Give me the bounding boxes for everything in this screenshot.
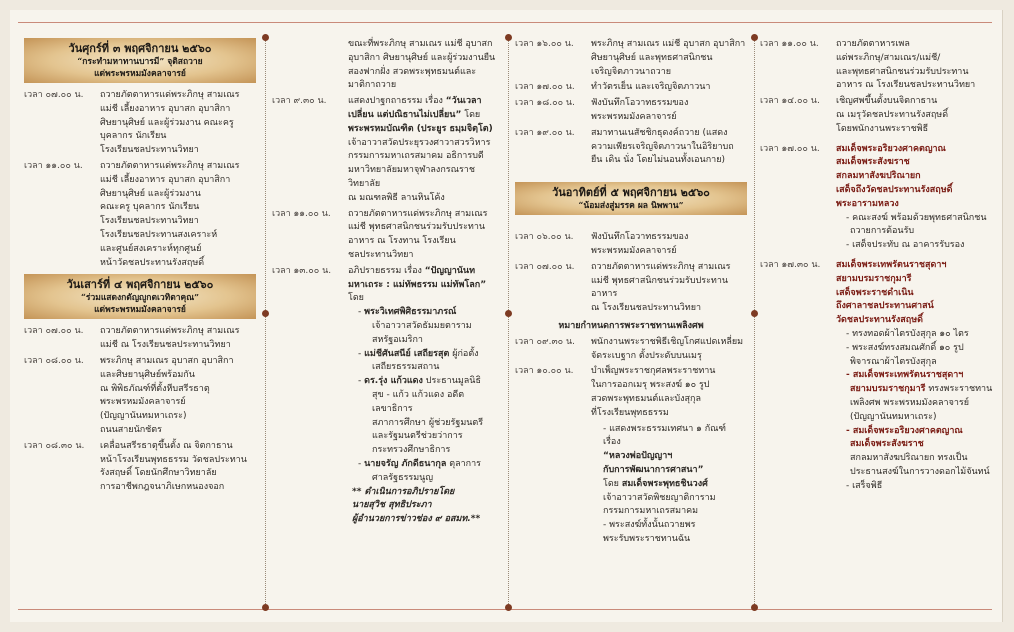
column-sunday — [515, 38, 747, 547]
ceremony-line: สมเด็จพระสังฆราช — [836, 157, 910, 168]
talk-title: “ปัญญานันท — [424, 265, 476, 276]
sub-line: พระรับพระราชทานฉัน — [603, 533, 691, 544]
sub-line: - แสดงพระธรรมเทศนา ๑ กัณฑ์ — [603, 423, 726, 434]
entry-line: ศิษยานุศิษย์ และพุทธศาสนิกชน — [591, 52, 713, 63]
entry-line: โรงเรียนชลประทานสงเคราะห์ — [100, 229, 218, 240]
entry-line: ชลประทานวิทยา — [348, 249, 414, 260]
entry-body — [100, 89, 256, 158]
schedule-entry — [760, 259, 996, 494]
entry-body — [591, 97, 747, 125]
ceremony-item: ถวายการต้อนรับ — [850, 226, 915, 237]
schedule-entry — [24, 325, 256, 353]
entry-line: สมาทานเนสัชชิกธุดงค์ถวาย (แสดง — [591, 127, 728, 138]
entry-time: เวลา ๑๑.๐๐ น. — [24, 160, 83, 171]
divider-dot — [505, 34, 512, 41]
ceremony-line: ถึงศาลาชลประทานศาสน์ — [836, 301, 934, 312]
entry-body — [591, 127, 747, 168]
entry-body — [591, 261, 747, 316]
schedule-entry — [24, 355, 256, 438]
schedule-list — [760, 38, 996, 137]
entry-time: เวลา ๑๗.๐๐ น. — [515, 82, 575, 93]
divider-dot — [262, 34, 269, 41]
ceremony-item: - สมเด็จพระเทพรัตนราชสุดาฯ — [846, 370, 964, 381]
entry-line: ฟังบันทึกโอวาทธรรมของ — [591, 232, 689, 243]
column-sunday-continued — [760, 38, 996, 496]
column-divider — [754, 38, 756, 608]
speaker-line — [358, 306, 500, 320]
ceremony-name: สยามบรมราชกุมารี — [850, 384, 926, 395]
entry-line: บำเพ็ญพระราชกุศลพระราชทาน — [591, 366, 716, 377]
entry-line: ณ โรงเรียนชลประทานวิทยา — [591, 303, 702, 314]
ceremony-line: พระอารามหลวง — [836, 198, 899, 209]
schedule-entry — [515, 127, 747, 168]
speaker-role: กระทรวงศึกษาธิการ — [372, 445, 451, 456]
entry-line: ฟังบันทึกโอวาทธรรมของ — [591, 98, 689, 109]
entry-line: แม่ชี ณ โรงเรียนชลประทานวิทยา — [100, 340, 231, 351]
divider-dot — [505, 310, 512, 317]
entry-body — [100, 160, 256, 270]
entry-line: ถวายภัตตาหารแด่พระภิกษุ สามเณร — [100, 326, 240, 337]
sub-text: โดย — [603, 478, 622, 489]
entry-time: เวลา ๐๙.๓๐ น. — [515, 336, 576, 347]
entry-line: สวดพระพุทธมนต์และบังสุกุล — [591, 393, 701, 404]
speaker-role: สุข - แก้ว แก้วแดง อดีตเลขาธิการ — [372, 389, 465, 414]
ceremony-item: - ทรงทอดผ้าไตรบังสุกุล ๑๐ ไตร — [846, 328, 969, 339]
talk-title: เปลี่ยน แต่ปณิธานไม่เปลี่ยน” — [348, 109, 462, 120]
moderator-note: ** ดำเนินการอภิปรายโดย — [352, 486, 455, 497]
entry-time: เวลา ๐๗.๐๐ น. — [515, 261, 575, 272]
talk-title: “วันเวลา — [445, 96, 482, 107]
ceremony-item: ประธานสงฆ์ในการวางดอกไม้จันทน์ — [850, 466, 990, 477]
schedule-entry — [24, 160, 256, 270]
entry-line: ยืน เดิน นั่ง โดยไม่นอนทั้งเอนกาย) — [591, 155, 725, 166]
ceremony-line: วัดชลประทานรังสฤษดิ์ — [836, 315, 923, 326]
entry-line: ถวายภัตตาหารแด่พระภิกษุ สามเณร — [100, 90, 240, 100]
entry-body — [591, 231, 747, 259]
schedule-list — [24, 325, 256, 495]
speaker-item — [348, 458, 500, 486]
ceremony-item — [836, 383, 996, 397]
day-subtitle: “น้อมส่งสู่มรรค ผล นิพพาน” — [578, 201, 684, 212]
entry-line: ศิษยานุศิษย์ และผู้ร่วมงาน คณะครู — [100, 117, 234, 128]
entry-line: หน้าวัดชลประทานรังสฤษดิ์ — [100, 257, 205, 268]
ceremony-line: สยามบรมราชกุมารี — [836, 273, 912, 284]
schedule-entry — [515, 81, 747, 95]
divider-dot — [262, 310, 269, 317]
schedule-entry — [515, 365, 747, 420]
entry-time: เวลา ๐๘.๓๐ น. — [24, 440, 85, 451]
column-divider — [508, 38, 510, 608]
entry-line: กรรมการมหาเถรสมาคม อธิการบดี — [348, 151, 484, 162]
day-header — [24, 38, 256, 83]
entry-line: การอาชีพกฎจนาภิเษกหนองจอก — [100, 482, 225, 493]
day-title: วันศุกร์ที่ ๓ พฤศจิกายน ๒๕๖๐ — [68, 42, 212, 55]
entry-line: และศิษยานุศิษย์พร้อมกัน — [100, 369, 195, 380]
entry-body — [591, 81, 747, 95]
bullet-dash: - — [358, 458, 365, 469]
entry-line: ถวายภัตตาหารเพล — [836, 39, 910, 49]
ceremony-name: สมเด็จพระสังฆราช — [850, 439, 924, 450]
schedule-page — [10, 10, 1003, 622]
entry-line: พระภิกษุ สามเณร อุบาสก อุบาสิกา — [100, 355, 234, 366]
schedule-list — [515, 336, 747, 421]
schedule-entry — [272, 95, 500, 205]
schedule-entry — [24, 440, 256, 495]
entry-time: เวลา ๐๗.๐๐ น. — [24, 326, 84, 337]
speaker-name: แม่ชีศันสนีย์ เสถียรสุต — [364, 348, 450, 359]
schedule-entry — [515, 97, 747, 125]
entry-body — [836, 95, 996, 136]
speaker-line — [358, 458, 500, 472]
entry-line: ถนนสายนักชัตร — [100, 424, 162, 435]
schedule-entry — [515, 336, 747, 364]
speaker-role: สภาการศึกษา ผู้ช่วยรัฐมนตรี — [372, 417, 484, 428]
schedule-entry — [515, 38, 747, 79]
day-subtitle: แด่พระพรหมมังคลาจารย์ — [94, 305, 186, 316]
schedule-entry — [515, 261, 747, 316]
entry-time: เวลา ๑๓.๐๐ น. — [272, 265, 332, 276]
ceremony-line: สมเด็จพระเทพรัตนราชสุดาฯ — [836, 259, 947, 270]
divider-dot — [505, 604, 512, 611]
entry-time: เวลา ๙.๓๐ น. — [272, 96, 327, 107]
entry-line: ศิษยานุศิษย์ และผู้ร่วมงาน — [100, 188, 201, 199]
entry-line: แม่ชี พุทธศาสนิกชนร่วมรับประทาน — [348, 222, 486, 233]
entry-line: รังสฤษดิ์ โดยนักศึกษาวิทยาลัย — [100, 468, 217, 479]
entry-line: พนักงานพระราชพิธีเชิญโกศแปดเหลี่ยม — [591, 336, 744, 347]
entry-text: แสดงปาฐกถาธรรม เรื่อง — [348, 96, 446, 107]
entry-line: พระพรหมมังคลาจารย์ — [591, 111, 677, 122]
ceremony-item: - เสร็จพิธี — [846, 480, 883, 491]
entry-line: อาหาร ณ โรงเรียนชลประทานวิทยา — [836, 80, 976, 91]
speaker-name: พระพรหมบัณฑิต (ประยูร ธมฺมจิตฺโต) — [348, 123, 493, 134]
ceremony-item: (ปัญญานันทมหาเถระ) — [850, 411, 937, 422]
entry-line: บุคลากร นักเรียน — [100, 131, 167, 142]
entry-line: ถวายภัตตาหารแด่พระภิกษุ สามเณร — [591, 261, 731, 272]
entry-line: และพุทธศาสนิกชนร่วมรับประทาน — [836, 66, 969, 77]
entry-time: เวลา ๑๐.๐๐ น. — [515, 366, 574, 377]
entry-line: ณ เมรุวัดชลประทานรังสฤษดิ์ — [836, 109, 949, 120]
ceremony-item: - คณะสงฆ์ พร้อมด้วยพุทธศาสนิกชน — [846, 212, 987, 223]
divider-dot — [751, 34, 758, 41]
schedule-entry — [272, 265, 500, 527]
entry-line: โดยพนักงานพระราชพิธี — [836, 123, 929, 134]
entry-body — [100, 355, 256, 438]
entry-line: มหาวิทยาลัยมหาจุฬาลงกรณราชวิทยาลัย — [348, 165, 475, 189]
moderator-note: นายสุวิช สุทธิประภา — [352, 500, 432, 511]
day-header — [515, 182, 747, 215]
entry-body — [591, 38, 747, 79]
sub-line: - พระสงฆ์ทั้งนั้นถวายพร — [603, 520, 696, 531]
bullet-dash: - — [358, 307, 365, 318]
entry-text: โดย — [348, 293, 364, 304]
divider-dot — [751, 310, 758, 317]
section-note: หมายกำหนดการพระราชทานเพลิงศพ — [558, 320, 704, 331]
entry-line: โรงเรียนชลประทานวิทยา — [100, 145, 199, 156]
entry-time: เวลา ๑๗.๐๐ น. — [760, 143, 820, 154]
speaker-role: สหรัฐอเมริกา — [372, 334, 423, 345]
speaker-role: ตุลาการ — [446, 458, 482, 469]
sub-line: กับการพัฒนาการศาสนา” — [603, 464, 704, 475]
ceremony-line: สกลมหาสังฆปริณายก — [836, 171, 921, 182]
talk-title: มหาเถระ : แม่ทัพธรรม แม่ทัพโลก” — [348, 279, 487, 290]
schedule-entry — [272, 38, 500, 93]
entry-body — [100, 440, 256, 495]
entry-line: ถวายภัตตาหารแด่พระภิกษุ สามเณร — [348, 208, 488, 219]
ceremony-item: - พระสงฆ์ทรงสมณศักดิ์ ๑๐ รูป — [846, 342, 964, 353]
sub-line: เรื่อง — [603, 437, 621, 448]
column-divider — [265, 38, 267, 608]
entry-line: จัดระเบฐาก ตั้งประดับบนเมรุ — [591, 350, 702, 361]
speaker-name: พระวิเทศพิศิธรรมาภรณ์ — [364, 307, 457, 318]
day-subtitle: แด่พระพรหมมังคลาจารย์ — [94, 69, 186, 79]
entry-line: ในการออกเมรุ พระสงฆ์ ๑๐ รูป — [591, 380, 710, 391]
speaker-line — [358, 348, 500, 362]
ceremony-item: พิจารณาผ้าไตรบังสุกุล — [850, 356, 937, 367]
moderator-note: ผู้อํานวยการข่าวช่อง ๙ อสมท.** — [352, 514, 481, 525]
entry-line: เจริญจิตภาวนาถวาย — [591, 66, 672, 77]
schedule-list — [515, 38, 747, 168]
column-saturday-continued — [272, 38, 500, 529]
schedule-list — [515, 231, 747, 316]
speaker-name: ดร.รุ่ง แก้วแดง — [364, 376, 423, 387]
entry-line: พระพรหมมังคลาจารย์ — [591, 245, 677, 256]
entry-line: มาติกาถวาย — [348, 80, 397, 91]
entry-line: ณ พิพิธภัณฑ์ที่ตั้งหีบสรีรธาตุ — [100, 383, 210, 394]
entry-line: สองฟากฝั่ง สวดพระพุทธมนต์และ — [348, 66, 477, 77]
speaker-role: เจ้าอาวาสวัดธัมมยตาราม — [372, 320, 472, 331]
entry-line: ถวายภัตตาหารแด่พระภิกษุ สามเณร — [100, 160, 240, 171]
entry-line: แด่พระภิกษุ/สามเณร/แม่ชี/ — [836, 52, 941, 63]
speaker-role: เสถียรธรรมสถาน — [372, 362, 440, 373]
entry-line: แม่ชี พุทธศาสนิกชนร่วมรับประทานอาหาร — [591, 275, 729, 300]
sub-line: “หลวงพ่อปัญญาฯ — [603, 451, 673, 462]
speaker-role: ศาลรัฐธรรมนูญ — [372, 472, 433, 483]
entry-text: โดย — [461, 109, 481, 120]
entry-line: โรงเรียนชลประทานวิทยา — [100, 216, 199, 227]
entry-time: เวลา ๐๗.๐๐ น. — [24, 90, 84, 100]
entry-time: เวลา ๑๔.๐๐ น. — [760, 96, 820, 107]
speaker-item — [348, 306, 500, 347]
ceremony-item — [836, 438, 996, 452]
entry-time: เวลา ๑๑.๐๐ น. — [760, 39, 819, 49]
column-friday — [24, 38, 256, 497]
sub-line — [603, 478, 747, 492]
entry-line: และศูนย์สงเคราะห์ทุกศูนย์ — [100, 243, 202, 254]
speaker-role: ประธานมูลนิธิ — [422, 376, 481, 387]
entry-time: เวลา ๑๖.๐๐ น. — [515, 39, 574, 49]
entry-body — [591, 336, 747, 364]
entry-line: ณ มณฑลพิธี ลานหินโค้ง — [348, 192, 445, 203]
schedule-entry — [24, 89, 256, 158]
entry-body — [836, 38, 996, 93]
ceremony-line: สมเด็จพระอริยวงศาคตญาณ — [836, 143, 946, 154]
bullet-dash: - — [358, 348, 365, 359]
entry-line: แม่ชี เลี้ยงอาหาร อุบาสก อุบาสิกา — [100, 174, 231, 185]
speaker-role: และรัฐมนตรีช่วยว่าการ — [372, 431, 463, 442]
speaker-line — [358, 375, 500, 389]
bullet-dash: - — [358, 376, 365, 387]
speaker-name: นายจรัญ ภักดีธนากุล — [364, 458, 447, 469]
entry-line: อุบาสิกา ศิษยานุศิษย์ และผู้ร่วมงานยืน — [348, 52, 496, 63]
schedule-list — [24, 89, 256, 270]
entry-text: อภิปรายธรรม เรื่อง — [348, 265, 425, 276]
entry-time: เวลา ๑๙.๐๐ น. — [515, 127, 575, 138]
day-header — [24, 274, 256, 319]
sub-line: กรรมการมหาเถรสมาคม — [603, 506, 699, 517]
speaker-item — [348, 348, 500, 376]
day-subtitle: “กระทำมหาทานบารมี” จุติสถวาย — [77, 57, 203, 67]
speaker-item — [348, 375, 500, 458]
entry-time: เวลา ๑๗.๓๐ น. — [760, 259, 821, 270]
sub-line: เจ้าอาวาสวัดพิชยญาติการาม — [603, 492, 716, 503]
entry-line: ทำวัตรเย็น และเจริญจิตภาวนา — [591, 82, 711, 93]
divider-dot — [262, 604, 269, 611]
entry-line: เชิญศพขึ้นตั้งบนจิตกาธาน — [836, 96, 938, 107]
entry-time: เวลา ๑๘.๐๐ น. — [515, 98, 575, 109]
entry-line: ที่โรงเรียนพุทธธรรม — [591, 407, 669, 418]
ceremony-item: เพลิงศพ พระพรหมมังคลาจารย์ — [850, 397, 970, 408]
ceremony-item: สกลมหาสังฆปริณายก ทรงเป็น — [850, 453, 968, 464]
entry-line: เคลื่อนสรีรธาตุขึ้นตั้ง ณ จิตกาธาน — [100, 440, 233, 451]
divider-dot — [751, 604, 758, 611]
ceremony-item: - สมเด็จพระอริยวงศาคตญาณ — [846, 425, 963, 436]
entry-line: ความเพียรเจริญจิตภาวนาในอิริยาบถ — [591, 141, 734, 152]
entry-line: เจ้าอาวาสวัดประยุรวงศาวาสวรวิหาร — [348, 137, 491, 148]
entry-line: พระพรหมมังคลาจารย์ — [100, 397, 186, 408]
entry-line: ขณะที่พระภิกษุ สามเณร แม่ชี อุบาสก — [348, 39, 493, 49]
schedule-entry — [760, 38, 996, 93]
entry-line: พระภิกษุ สามเณร แม่ชี อุบาสก อุบาสิกา — [591, 39, 746, 49]
entry-body — [100, 325, 256, 353]
entry-time: เวลา ๐๘.๐๐ น. — [24, 355, 84, 366]
entry-time: เวลา ๑๑.๐๐ น. — [272, 208, 331, 219]
ceremony-line: เสด็จถึงวัดชลประทานรังสฤษดิ์ — [836, 184, 953, 195]
entry-line: หน้าโรงเรียนพุทธธรรม วัดชลประทาน — [100, 454, 247, 465]
day-title: วันอาทิตย์ที่ ๕ พฤศจิกายน ๒๕๖๐ — [552, 186, 710, 200]
entry-body — [591, 365, 747, 420]
day-subtitle: “ร่วมแสดงกตัญญูกตเวทิตาคุณ” — [80, 293, 200, 304]
entry-line: แม่ชี เลี้ยงอาหาร อุบาสก อุบาสิกา — [100, 103, 231, 114]
schedule-entry — [515, 231, 747, 259]
sub-items — [515, 423, 747, 547]
schedule-entry — [760, 95, 996, 136]
entry-line: (ปัญญานันทมหาเถระ) — [100, 411, 187, 422]
day-title: วันเสาร์ที่ ๔ พฤศจิกายน ๒๕๖๐ — [66, 278, 214, 292]
schedule-entry — [272, 208, 500, 263]
entry-line: อาหาร ณ โรงทาน โรงเรียน — [348, 236, 456, 247]
ceremony-item: - เสด็จประทับ ณ อาคารรับรอง — [846, 240, 965, 251]
entry-line: คณะครู บุคลากร นักเรียน — [100, 202, 200, 213]
ceremony-line: เสด็จพระราชดำเนิน — [836, 287, 914, 298]
entry-time: เวลา ๐๖.๐๐ น. — [515, 232, 574, 243]
speaker-role: ผู้ก่อตั้ง — [449, 348, 479, 359]
sub-text-bold: สมเด็จพระพุทธชินวงศ์ — [621, 478, 708, 489]
schedule-entry — [760, 143, 996, 253]
ceremony-text: ทรงพระราชทาน — [925, 384, 993, 395]
